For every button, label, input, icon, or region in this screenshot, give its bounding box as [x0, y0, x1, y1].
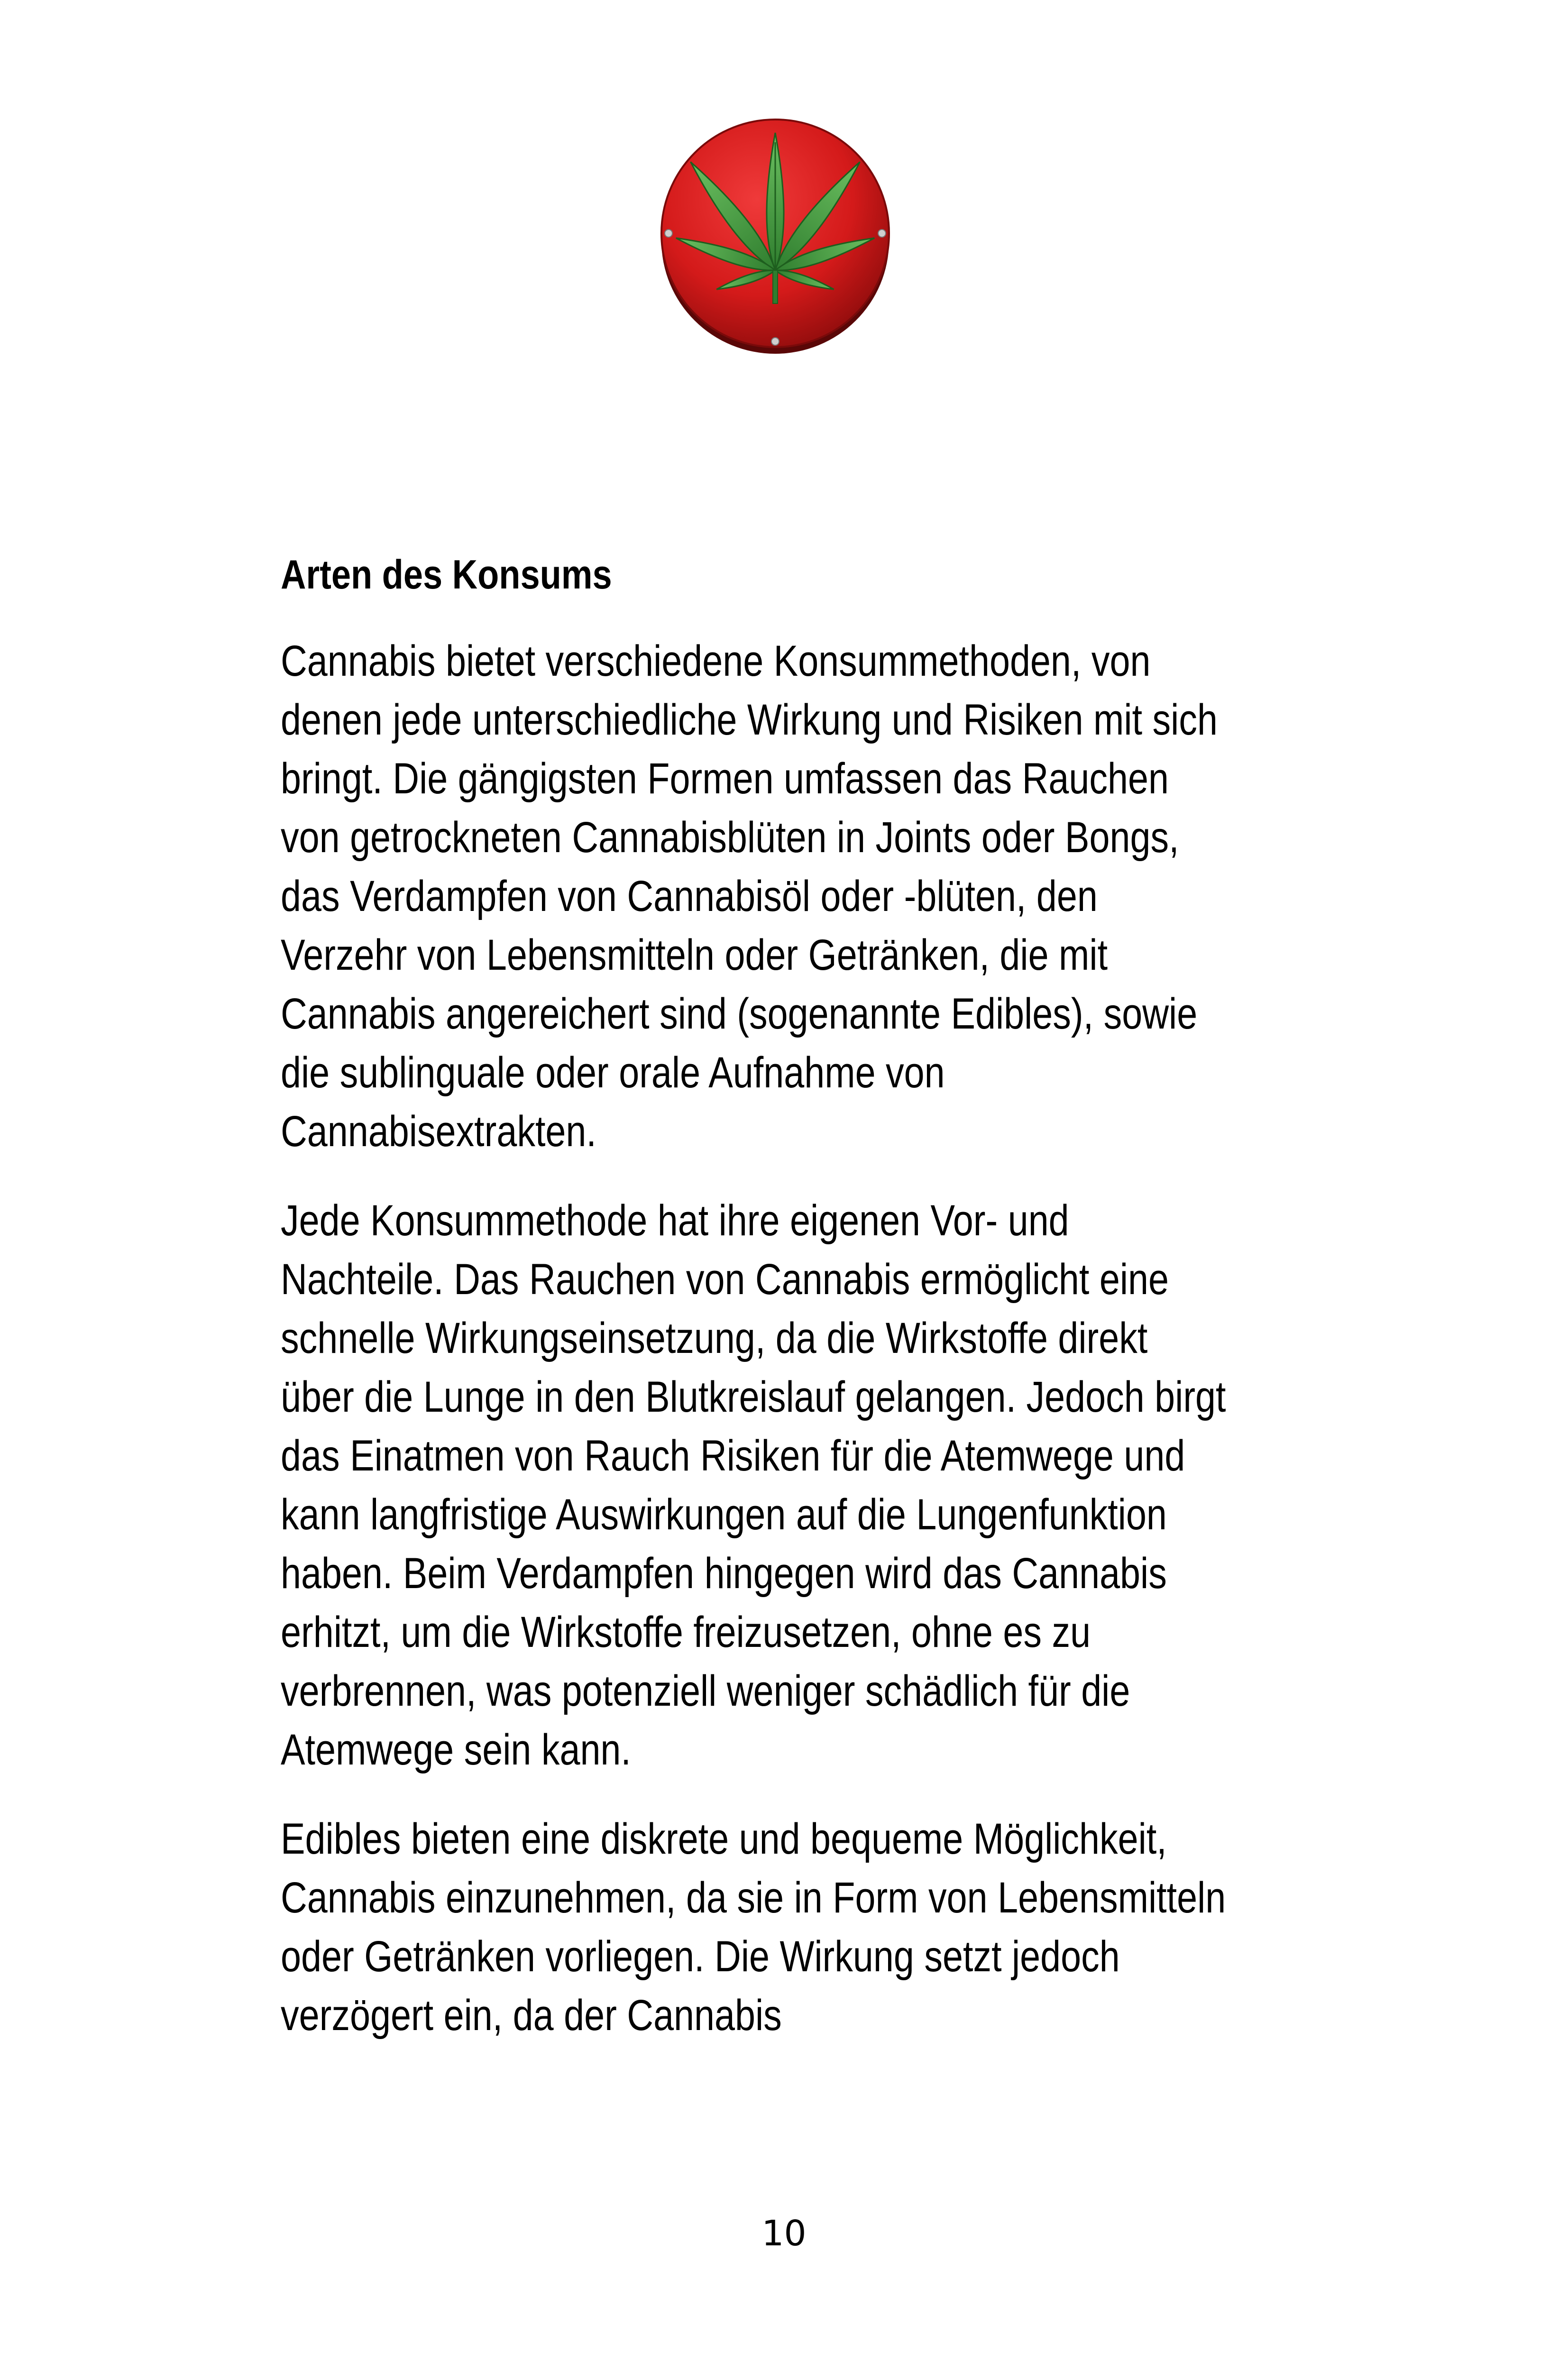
- paragraph-1: [281, 632, 1314, 1161]
- rivet-icon: [878, 230, 886, 237]
- text-line: das Verdampfen von Cannabisöl oder -blüten, den: [281, 872, 1098, 920]
- text-line: über die Lunge in den Blutkreislauf gelangen. Jedoch birgt: [281, 1373, 1226, 1421]
- text-line: Verzehr von Lebensmitteln oder Getränken, die mit: [281, 931, 1108, 979]
- text-line: Atemwege sein kann.: [281, 1726, 631, 1774]
- text-line: Cannabis angereichert sind (sogenannte Edibles), sowie: [281, 990, 1198, 1038]
- text-line: von getrockneten Cannabisblüten in Joints oder Bongs,: [281, 813, 1179, 862]
- paragraph-3: [281, 1810, 1314, 2045]
- text-line: die sublinguale oder orale Aufnahme von: [281, 1048, 945, 1097]
- text-line: Jede Konsummethode hat ihre eigenen Vor- und: [281, 1196, 1069, 1245]
- rivet-icon: [771, 338, 779, 345]
- text-line: bringt. Die gängigsten Formen umfassen das Rauchen: [281, 754, 1169, 803]
- text-line: oder Getränken vorliegen. Die Wirkung setzt jedoch: [281, 1932, 1120, 1981]
- text-line: Cannabisextrakten.: [281, 1107, 596, 1156]
- text-line: verbrennen, was potenziell weniger schädlich für die: [281, 1667, 1130, 1715]
- text-line: haben. Beim Verdampfen hingegen wird das Cannabis: [281, 1549, 1167, 1598]
- text-line: Cannabis bietet verschiedene Konsummethoden, von: [281, 637, 1151, 685]
- section-heading: Arten des Konsums: [281, 552, 612, 597]
- rivet-icon: [665, 230, 672, 237]
- text-line: Cannabis einzunehmen, da sie in Form von Lebensmitteln: [281, 1874, 1226, 1922]
- text-line: Nachteile. Das Rauchen von Cannabis ermöglicht eine: [281, 1255, 1169, 1304]
- cannabis-leaf-logo-icon: [654, 114, 896, 356]
- text-line: denen jede unterschiedliche Wirkung und Risiken mit sich: [281, 696, 1218, 744]
- paragraph-2: [281, 1191, 1314, 1779]
- text-line: erhitzt, um die Wirkstoffe freizusetzen, ohne es zu: [281, 1608, 1091, 1656]
- text-line: kann langfristige Auswirkungen auf die Lungenfunktion: [281, 1490, 1167, 1539]
- text-line: Edibles bieten eine diskrete und bequeme Möglichkeit,: [281, 1815, 1167, 1863]
- text-line: verzögert ein, da der Cannabis: [281, 1991, 782, 2040]
- text-line: das Einatmen von Rauch Risiken für die Atemwege und: [281, 1432, 1185, 1480]
- text-line: schnelle Wirkungseinsetzung, da die Wirkstoffe direkt: [281, 1314, 1148, 1362]
- page-number: 10: [761, 2213, 807, 2254]
- article-body: [281, 545, 1314, 2075]
